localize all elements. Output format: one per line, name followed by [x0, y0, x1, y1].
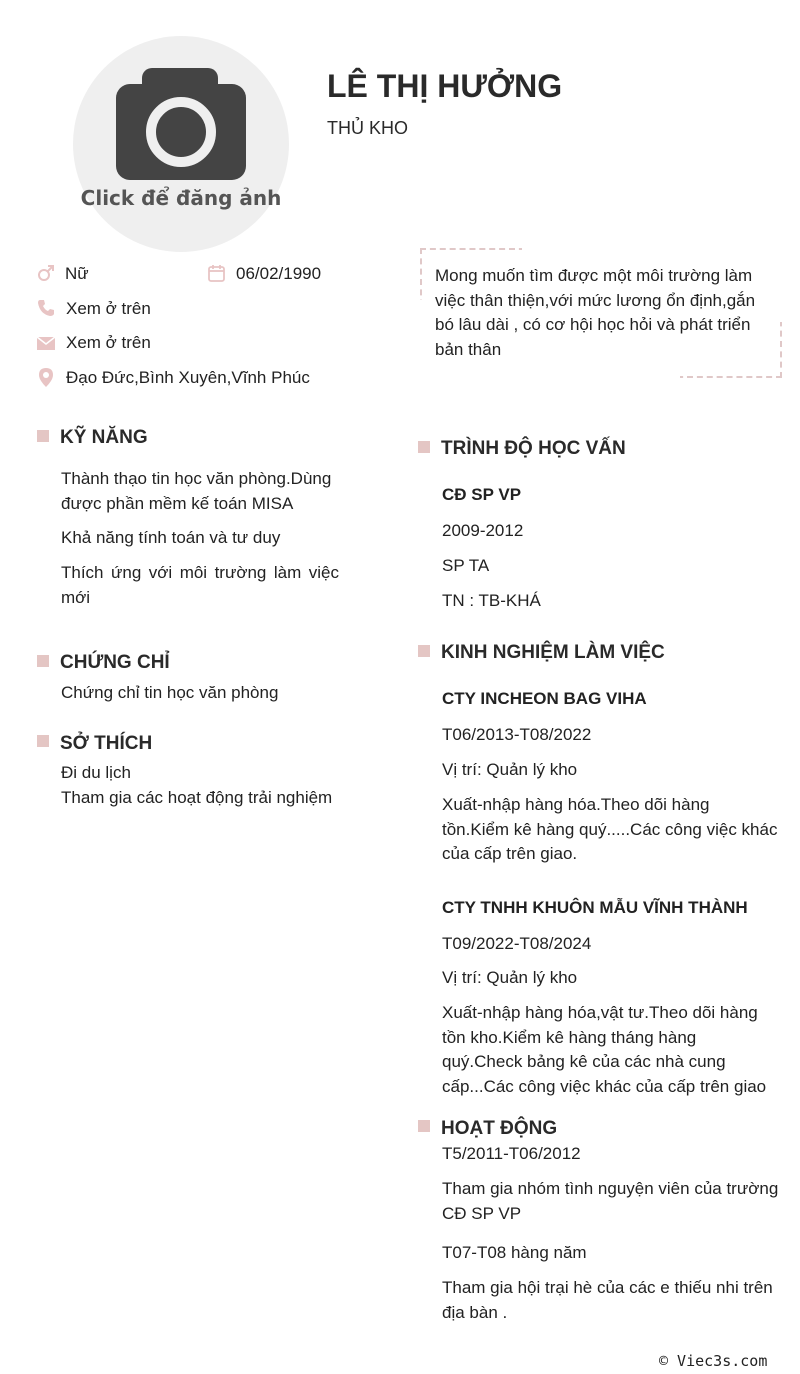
gender-icon — [36, 263, 56, 283]
skills-title: KỸ NĂNG — [60, 427, 148, 448]
location-icon — [36, 367, 56, 387]
calendar-icon — [207, 263, 227, 283]
job-description — [442, 1001, 787, 1099]
job-period: T06/2013-T08/2022 — [442, 725, 592, 744]
activities-title: HOẠT ĐỘNG — [441, 1118, 558, 1139]
skill-item: Thích ứng với môi trường làm việc mới — [61, 563, 339, 607]
hobbies-title: SỞ THÍCH — [60, 733, 153, 754]
job-description-line: tồn.Kiểm kê hàng quý.....Các công việc khác — [442, 819, 778, 839]
activity-description — [442, 1177, 787, 1226]
address-value: Đạo Đức,Bình Xuyên,Vĩnh Phúc — [66, 368, 310, 387]
company-name: CTY INCHEON BAG VIHA — [442, 689, 647, 708]
education-grade: TN : TB-KHÁ — [442, 591, 541, 610]
job-description-line: của cấp trên giao. — [442, 844, 578, 863]
objective-line: bản thân — [435, 339, 502, 359]
copyright-footer: © Viec3s.com — [659, 1352, 768, 1370]
education-major: SP TA — [442, 556, 490, 575]
activity-line: CĐ SP VP — [442, 1203, 522, 1223]
job-position: Vị trí: Quản lý kho — [442, 760, 578, 779]
section-marker — [37, 735, 49, 747]
activity-line: Tham gia hội trại hè của các e thiếu nhi trên — [442, 1278, 773, 1297]
hobby-item: Tham gia các hoạt động trải nghiệm — [61, 788, 333, 807]
activity-line: địa bàn . — [442, 1302, 508, 1322]
section-marker — [418, 1120, 430, 1132]
skill-item: Thành thạo tin học văn phòng.Dùng được phần mềm kế toán MISA — [61, 469, 332, 513]
school-name: CĐ SP VP — [442, 485, 522, 504]
certificates-title: CHỨNG CHỈ — [60, 652, 170, 673]
experience-title: KINH NGHIỆM LÀM VIỆC — [441, 642, 665, 663]
education-period: 2009-2012 — [442, 521, 524, 540]
section-marker — [37, 430, 49, 442]
section-marker — [37, 655, 49, 667]
job-description-line: quý.Check bảng kê của các nhà cung — [442, 1052, 726, 1071]
phone-value: Xem ở trên — [66, 299, 151, 318]
career-objective — [435, 264, 765, 362]
objective-line: bó lâu dài , có cơ hội học hỏi và phát triển — [435, 315, 751, 334]
job-description-line: tồn kho.Kiểm kê hàng tháng hàng — [442, 1027, 697, 1047]
job-description — [442, 793, 787, 867]
activity-period: T07-T08 hàng năm — [442, 1243, 587, 1262]
activity-description — [442, 1276, 787, 1325]
job-description-line: Xuất-nhập hàng hóa.Theo dõi hàng — [442, 795, 710, 814]
phone-icon — [36, 298, 56, 318]
job-description-line: cấp...Các công việc khác của cấp trên giao — [442, 1076, 767, 1096]
section-marker — [418, 441, 430, 453]
candidate-name: LÊ THỊ HƯỞNG — [327, 68, 563, 104]
job-position: Vị trí: Quản lý kho — [442, 968, 578, 987]
hobby-item: Đi du lịch — [61, 763, 131, 782]
job-description-line: Xuất-nhập hàng hóa,vật tư.Theo dõi hàng — [442, 1003, 758, 1022]
company-name: CTY TNHH KHUÔN MẪU VĨNH THÀNH — [442, 898, 748, 917]
section-marker — [418, 645, 430, 657]
education-title: TRÌNH ĐỘ HỌC VẤN — [441, 438, 626, 459]
gender-value: Nữ — [65, 264, 89, 283]
activity-line: Tham gia nhóm tình nguyện viên của trường — [442, 1179, 779, 1198]
birthday-value: 06/02/1990 — [236, 264, 322, 283]
objective-line: việc thân thiện,với mức lương ổn định,gắn — [435, 290, 756, 310]
job-title: THỦ KHO — [327, 118, 408, 138]
email-icon — [36, 333, 56, 353]
objective-line: Mong muốn tìm được một môi trường làm — [435, 266, 753, 285]
email-value: Xem ở trên — [66, 333, 151, 352]
job-period: T09/2022-T08/2024 — [442, 934, 592, 953]
certificate-item: Chứng chỉ tin học văn phòng — [61, 683, 279, 702]
skill-item: Khả năng tính toán và tư duy — [61, 528, 281, 547]
activity-period: T5/2011-T06/2012 — [442, 1144, 581, 1163]
avatar-caption[interactable]: Click để đăng ảnh — [80, 186, 282, 210]
camera-icon — [116, 68, 246, 180]
